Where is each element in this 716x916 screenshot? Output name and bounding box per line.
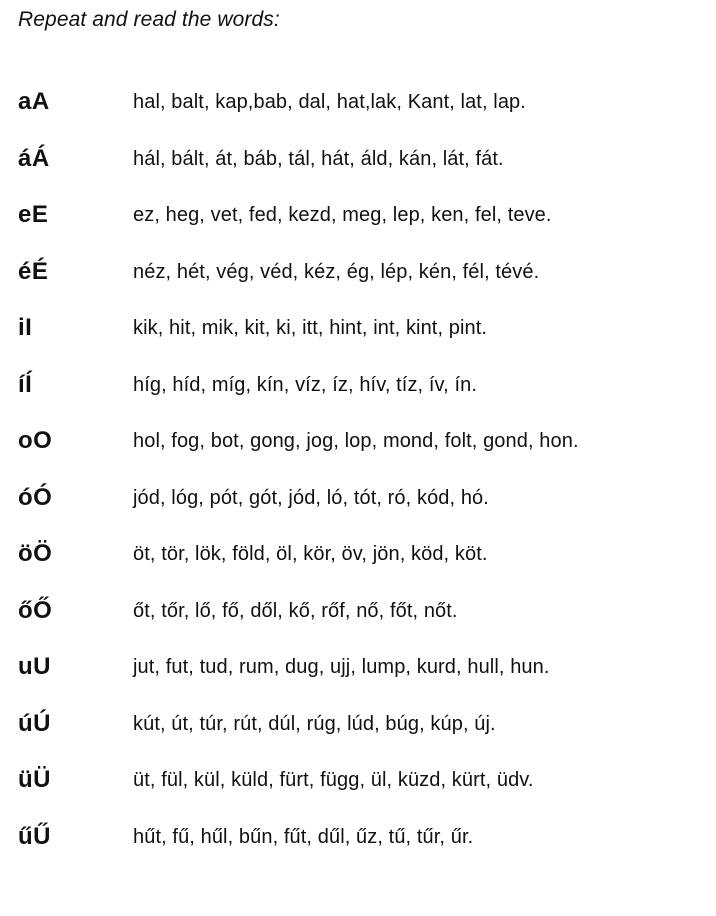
- vowel-letters: aA: [18, 88, 50, 115]
- practice-words: néz, hét, vég, véd, kéz, ég, lép, kén, fél, tévé.: [133, 260, 540, 283]
- vowel-row-e: [0, 201, 716, 258]
- vowel-row-u-umlaut: [0, 766, 716, 823]
- vowel-letters: üÜ: [18, 766, 51, 793]
- practice-words: kút, út, túr, rút, dúl, rúg, lúd, búg, kúp, új.: [133, 712, 496, 735]
- vowel-letters: íÍ: [18, 370, 33, 398]
- practice-words: hal, balt, kap,bab, dal, hat,lak, Kant, lat, lap.: [133, 91, 526, 113]
- vowel-letters: oO: [18, 427, 53, 454]
- practice-words: hál, bált, át, báb, tál, hát, áld, kán, lát, fát.: [133, 147, 504, 170]
- vowel-letters: uU: [18, 653, 51, 680]
- vowel-letters: eE: [18, 201, 49, 228]
- practice-words: őt, tőr, lő, fő, dől, kő, rőf, nő, főt, nőt.: [133, 599, 458, 622]
- vowel-letters: éÉ: [18, 257, 49, 285]
- vowel-row-u-acute: [0, 710, 716, 767]
- practice-words: jód, lóg, pót, gót, jód, ló, tót, ró, kód, hó.: [133, 486, 489, 509]
- vowel-row-e-acute: [0, 258, 716, 315]
- vowel-letters: űŰ: [18, 822, 51, 850]
- vowel-letters: őŐ: [18, 596, 53, 624]
- vowel-row-i: [0, 314, 716, 371]
- vowel-row-o: [0, 427, 716, 484]
- vowel-row-o-double-acute: [0, 597, 716, 654]
- vowel-letters: úÚ: [18, 709, 51, 737]
- vowel-row-o-acute: [0, 484, 716, 541]
- practice-words: öt, tör, lök, föld, öl, kör, öv, jön, köd, köt.: [133, 543, 488, 565]
- instruction-text: Repeat and read the words:: [18, 8, 280, 31]
- vowel-letters: áÁ: [18, 144, 50, 172]
- vowel-letters: öÖ: [18, 540, 53, 567]
- vowel-word-list: [0, 88, 716, 879]
- vowel-letters: iI: [18, 314, 33, 341]
- vowel-row-u: [0, 653, 716, 710]
- vowel-row-o-umlaut: [0, 540, 716, 597]
- practice-words: hol, fog, bot, gong, jog, lop, mond, folt, gond, hon.: [133, 430, 579, 452]
- practice-words: jut, fut, tud, rum, dug, ujj, lump, kurd, hull, hun.: [133, 656, 550, 678]
- practice-words: üt, fül, kül, küld, fürt, függ, ül, küzd, kürt, üdv.: [133, 769, 534, 791]
- practice-words: ez, heg, vet, fed, kezd, meg, lep, ken, fel, teve.: [133, 204, 552, 226]
- vowel-row-u-double-acute: [0, 823, 716, 880]
- vowel-row-i-acute: [0, 371, 716, 428]
- practice-words: hűt, fű, hűl, bűn, fűt, dűl, űz, tű, tűr, űr.: [133, 825, 474, 848]
- practice-words: kik, hit, mik, kit, ki, itt, hint, int, kint, pint.: [133, 317, 488, 339]
- vowel-row-a: [0, 88, 716, 145]
- practice-words: híg, híd, míg, kín, víz, íz, hív, tíz, ív, ín.: [133, 373, 477, 396]
- vowel-letters: óÓ: [18, 483, 53, 511]
- vowel-row-a-acute: [0, 145, 716, 202]
